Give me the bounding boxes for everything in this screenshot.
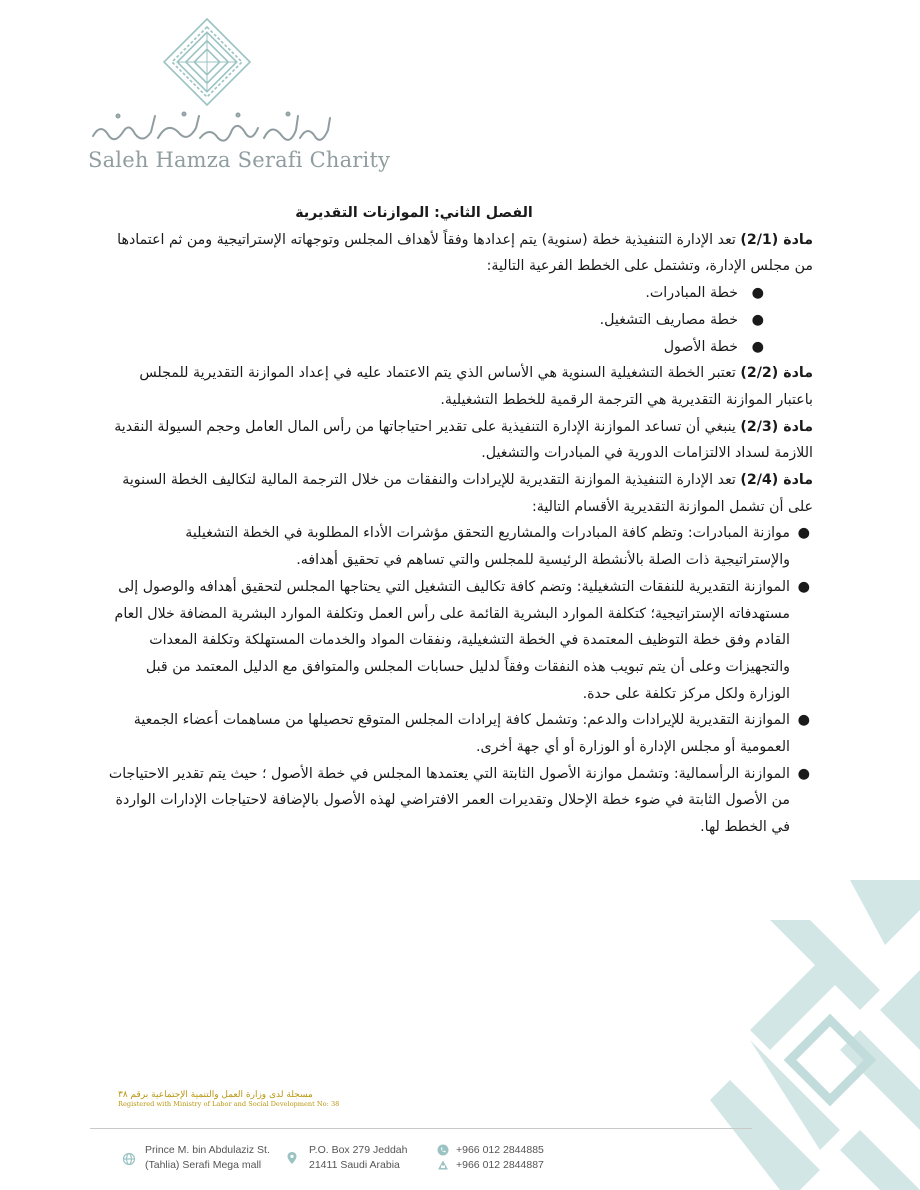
article-text: تعد الإدارة التنفيذية الموازنة التقديرية للإيرادات والنفقات من خلال الترجمة المالية لتكاليف الخطة السنوية على أن تشمل الموازنة التقديرية الأقسام التالية: (122, 472, 813, 515)
article-2-4 (105, 467, 818, 520)
budget-sections-list (105, 520, 818, 840)
list-item-text: موازنة المبادرات: وتظم كافة المبادرات والمشاريع التحقق مؤشرات الأداء المطلوبة في الخطة التشغيلية والإستراتيجية ذات الصلة بالأنشطة الرئيسية للمجلس والتي تساهم في تحقيق أهدافه. (185, 525, 790, 569)
fax-number: +966 012 2844887 (456, 1159, 544, 1171)
po-line-2: 21411 Saudi Arabia (309, 1159, 400, 1171)
arabic-calligraphy-logo (88, 108, 333, 148)
list-item (105, 761, 810, 841)
sub-plans-list (105, 280, 818, 360)
bullet-icon: ● (797, 578, 810, 595)
charity-logo (0, 0, 420, 185)
po-box (309, 1143, 407, 1173)
bullet-icon: ● (751, 338, 764, 355)
list-item-text: خطة الأصول (663, 338, 738, 355)
list-item (105, 334, 764, 361)
article-label: مادة (2/2) (740, 365, 813, 382)
registration-note (118, 1090, 378, 1108)
footer (0, 1143, 720, 1179)
article-text: تعد الإدارة التنفيذية خطة (سنوية) يتم إعدادها وفقاً لأهداف المجلس وتوجهاته الإستراتيجية ومن ثم اعتمادها من مجلس الإدارة، وتشتمل على الخطط الفرعية التالية: (117, 231, 813, 275)
registration-arabic: مسجلة لدى وزارة العمل والتنمية الإجتماعية برقم ٣٨ (118, 1090, 313, 1100)
list-item-text: خطة المبادرات. (645, 285, 738, 302)
bullet-icon: ● (797, 712, 810, 729)
bullet-icon: ● (751, 311, 764, 328)
chapter-title: الفصل الثاني: الموازنات التقديرية (295, 205, 533, 221)
location-pin-icon (285, 1151, 299, 1165)
footer-divider (90, 1128, 752, 1129)
bullet-icon: ● (797, 765, 810, 782)
globe-icon (122, 1152, 136, 1166)
article-2-3 (105, 414, 818, 467)
list-item-text: خطة مصاريف التشغيل. (599, 311, 738, 328)
list-item (105, 307, 764, 334)
article-text: ينبغي أن تساعد الموازنة الإدارة التنفيذية على تقدير احتياجاتها من رأس المال العامل وحجم السيولة النقدية اللازمة لسداد الالتزامات الدورية في المبادرات والتشغيل. (114, 418, 813, 462)
address-line-2: (Tahlia) Serafi Mega mall (145, 1159, 262, 1171)
decorative-pattern (710, 880, 920, 1190)
phone-number: +966 012 2844885 (456, 1144, 544, 1156)
list-item (105, 280, 764, 307)
address (145, 1143, 270, 1173)
document-body (105, 200, 818, 841)
bullet-icon: ● (751, 285, 764, 302)
address-line-1: Prince M. bin Abdulaziz St. (145, 1144, 270, 1156)
list-item (105, 520, 810, 573)
list-item (105, 707, 810, 760)
contact-numbers (456, 1143, 544, 1173)
po-line-1: P.O. Box 279 Jeddah (309, 1144, 408, 1156)
emblem-icon (162, 17, 252, 107)
charity-name-english: Saleh Hamza Serafi Charity (88, 148, 391, 172)
list-item-text: الموازنة التقديرية للإيرادات والدعم: وتشمل كافة إيرادات المجلس المتوقع تحصيلها من مساهمات أعضاء الجمعية العمومية أو مجلس الإدارة أو الوزارة أو أي جهة أخرى. (133, 712, 790, 756)
article-label: مادة (2/3) (740, 418, 813, 435)
list-item-text: الموازنة التقديرية للنفقات التشغيلية: وتضم كافة تكاليف التشغيل التي يحتاجها المجلس لتحقيق أهدافه والوصول إلى مستهدفاته الإستراتيجية؛ كتكلفة الموارد البشرية القائمة على رأس العمل وتكلفة الموارد البشرية المضافة خلال العام القادم وفق خطة التوظيف المعتمدة في الخطة التشغيلية، ونفقات المواد والخدمات المستهلكة وتكلفة المعدات والتجهيزات وعلى أن يتم تبويب هذه النفقات وفقاً لدليل حسابات المجلس والمتوافق مع الدليل المعتمد من قبل الوزارة ولكل مركز تكلفة على حدة. (114, 578, 790, 702)
list-item-text: الموازنة الرأسمالية: وتشمل موازنة الأصول الثابتة التي يعتمدها المجلس في خطة الأصول ؛ حيث يتم تقدير الاحتياجات من الأصول الثابتة في ضوء خطة الإحلال وتقديرات العمر الافتراضي لهذه الأصول بالإضافة لاحتياجات الإدارات الواردة في الخطط لها. (108, 765, 790, 836)
list-item (105, 574, 810, 708)
phone-icon (437, 1144, 449, 1156)
article-2-1 (105, 227, 818, 280)
article-label: مادة (2/1) (740, 231, 813, 248)
article-2-2 (105, 360, 818, 413)
article-text: تعتبر الخطة التشغيلية السنوية هي الأساس الذي يتم الاعتماد عليه في إعداد الموازنة التقديرية للمجلس باعتبار الموازنة التقديرية هي الترجمة الرقمية للخطط التشغيلية. (139, 365, 813, 408)
article-label: مادة (2/4) (740, 472, 813, 489)
bullet-icon: ● (797, 525, 810, 542)
fax-icon (437, 1159, 449, 1171)
registration-english: Registered with Ministry of Labor and Social Development No: 38 (118, 1100, 340, 1108)
